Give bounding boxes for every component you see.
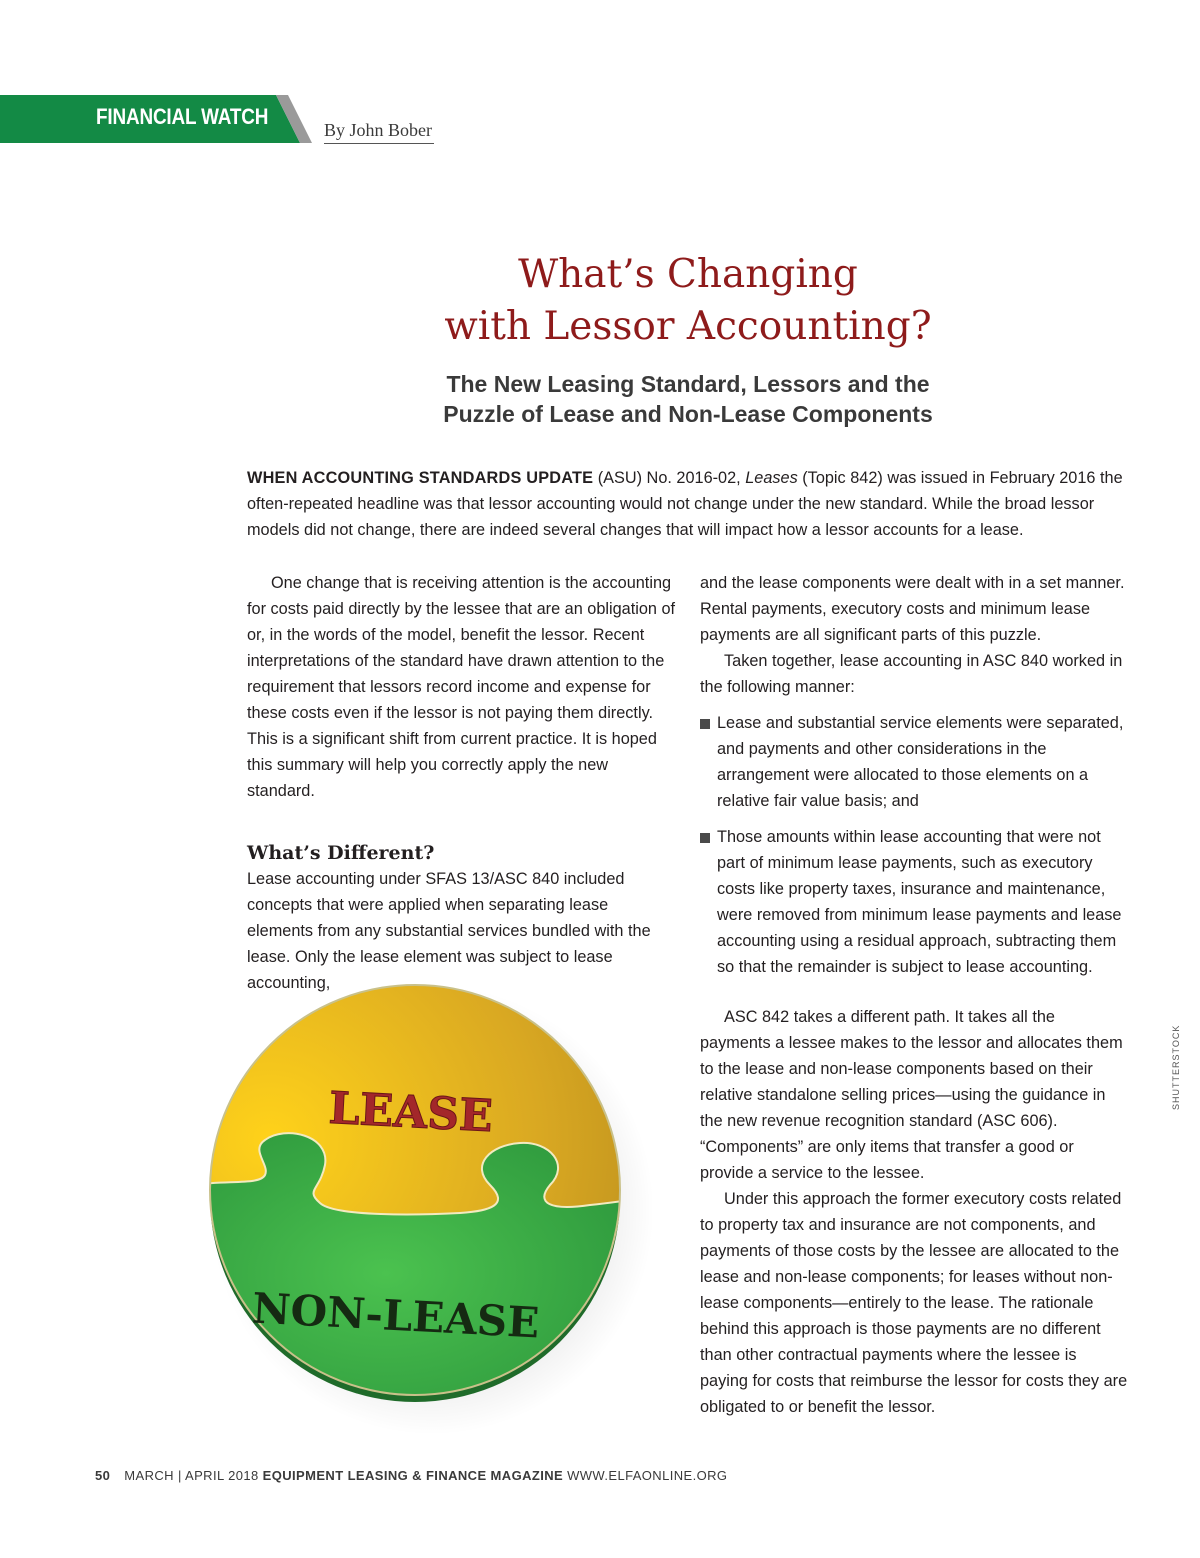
puzzle-illustration <box>170 975 670 1450</box>
non-lease-label: NON-LEASE <box>251 1283 541 1348</box>
byline: By John Bober <box>324 120 434 144</box>
right-paragraph-1: and the lease components were dealt with in a set manner. Rental payments, executory costs and minimum lease payments are all significant parts of this puzzle. <box>700 574 1125 644</box>
section-label: FINANCIAL WATCH <box>96 104 269 129</box>
left-paragraph-1: One change that is receiving attention is the accounting for costs paid directly by the lessee that are an obligation of or, in the words of the model, benefit the lessor. Recent interpretations of the standard have drawn attention to the requirement that lessors record income and expense for these costs even if the lessor is not paying them directly. This is a significant shift from current practice. It is hoped this summary will help you correctly apply the new standard. <box>247 574 676 800</box>
page-footer <box>95 1468 727 1483</box>
article-title-line2: with Lessor Accounting? <box>444 304 932 349</box>
article-title-line1: What’s Changing <box>518 252 858 297</box>
page-number: 50 <box>95 1468 111 1483</box>
bullet-item: Those amounts within lease accounting that were not part of minimum lease payments, such as executory costs like property taxes, insurance and maintenance, were removed from minimum lease payments and lease accounting using a residual approach, subtracting them so that the remainder is subject to lease accounting. <box>700 824 1128 980</box>
left-paragraph-2: Lease accounting under SFAS 13/ASC 840 included concepts that were applied when separating lease elements from any substantial services bundled with the lease. Only the lease element was subject to lease accounting, <box>247 870 651 992</box>
section-heading: What’s Different? <box>247 842 435 864</box>
right-column <box>700 570 1128 1420</box>
intro-paragraph <box>247 465 1127 543</box>
issue-date: MARCH | APRIL 2018 <box>124 1468 259 1483</box>
photo-credit: SHUTTERSTOCK <box>1171 1024 1181 1110</box>
article-subtitle-line2: Puzzle of Lease and Non-Lease Components <box>443 401 933 427</box>
right-paragraph-4: Under this approach the former executory costs related to property tax and insurance are not components, and payments of those costs by the lessee are allocated to the lease and non-lease components; for leases without non-lease components—entirely to the lease. The rationale behind this approach is those payments are no different than other contractual payments where the lessee is paying for costs that reimburse the lessor for costs they are obligated to or benefit the lessor. <box>700 1190 1128 1416</box>
intro-italic: Leases <box>745 469 798 487</box>
intro-lead: WHEN ACCOUNTING STANDARDS UPDATE <box>247 469 594 487</box>
magazine-url[interactable]: WWW.ELFAONLINE.ORG <box>567 1468 728 1483</box>
lease-label: LEASE <box>327 1082 494 1143</box>
intro-text-1: (ASU) No. 2016-02, <box>593 469 746 487</box>
right-paragraph-2: Taken together, lease accounting in ASC 840 worked in the following manner: <box>700 652 1123 696</box>
left-column <box>247 570 677 996</box>
intro-text-2: (Topic 842) was issued in February 2016 the often-repeated headline was that lessor accounting would not change under the new standard. While the broad lessor models did not change, there are indeed several changes that will impact how a lessor accounts for a lease. <box>247 469 1123 539</box>
square-bullet-icon <box>700 719 710 729</box>
bullet-list <box>700 710 1128 980</box>
right-paragraph-3: ASC 842 takes a different path. It takes all the payments a lessee makes to the lessor and allocates them to the lease and non-lease components based on their relative standalone selling prices—using the guidance in the new revenue recognition standard (ASC 606). “Components” are only items that transfer a good or provide a service to the lessee. <box>700 1008 1123 1182</box>
article-subtitle-line1: The New Leasing Standard, Lessors and the <box>446 371 930 397</box>
square-bullet-icon <box>700 833 710 843</box>
bullet-item: Lease and substantial service elements were separated, and payments and other considerations in the arrangement were allocated to those elements on a relative fair value basis; and <box>700 710 1128 814</box>
magazine-name: EQUIPMENT LEASING & FINANCE MAGAZINE <box>262 1468 564 1483</box>
